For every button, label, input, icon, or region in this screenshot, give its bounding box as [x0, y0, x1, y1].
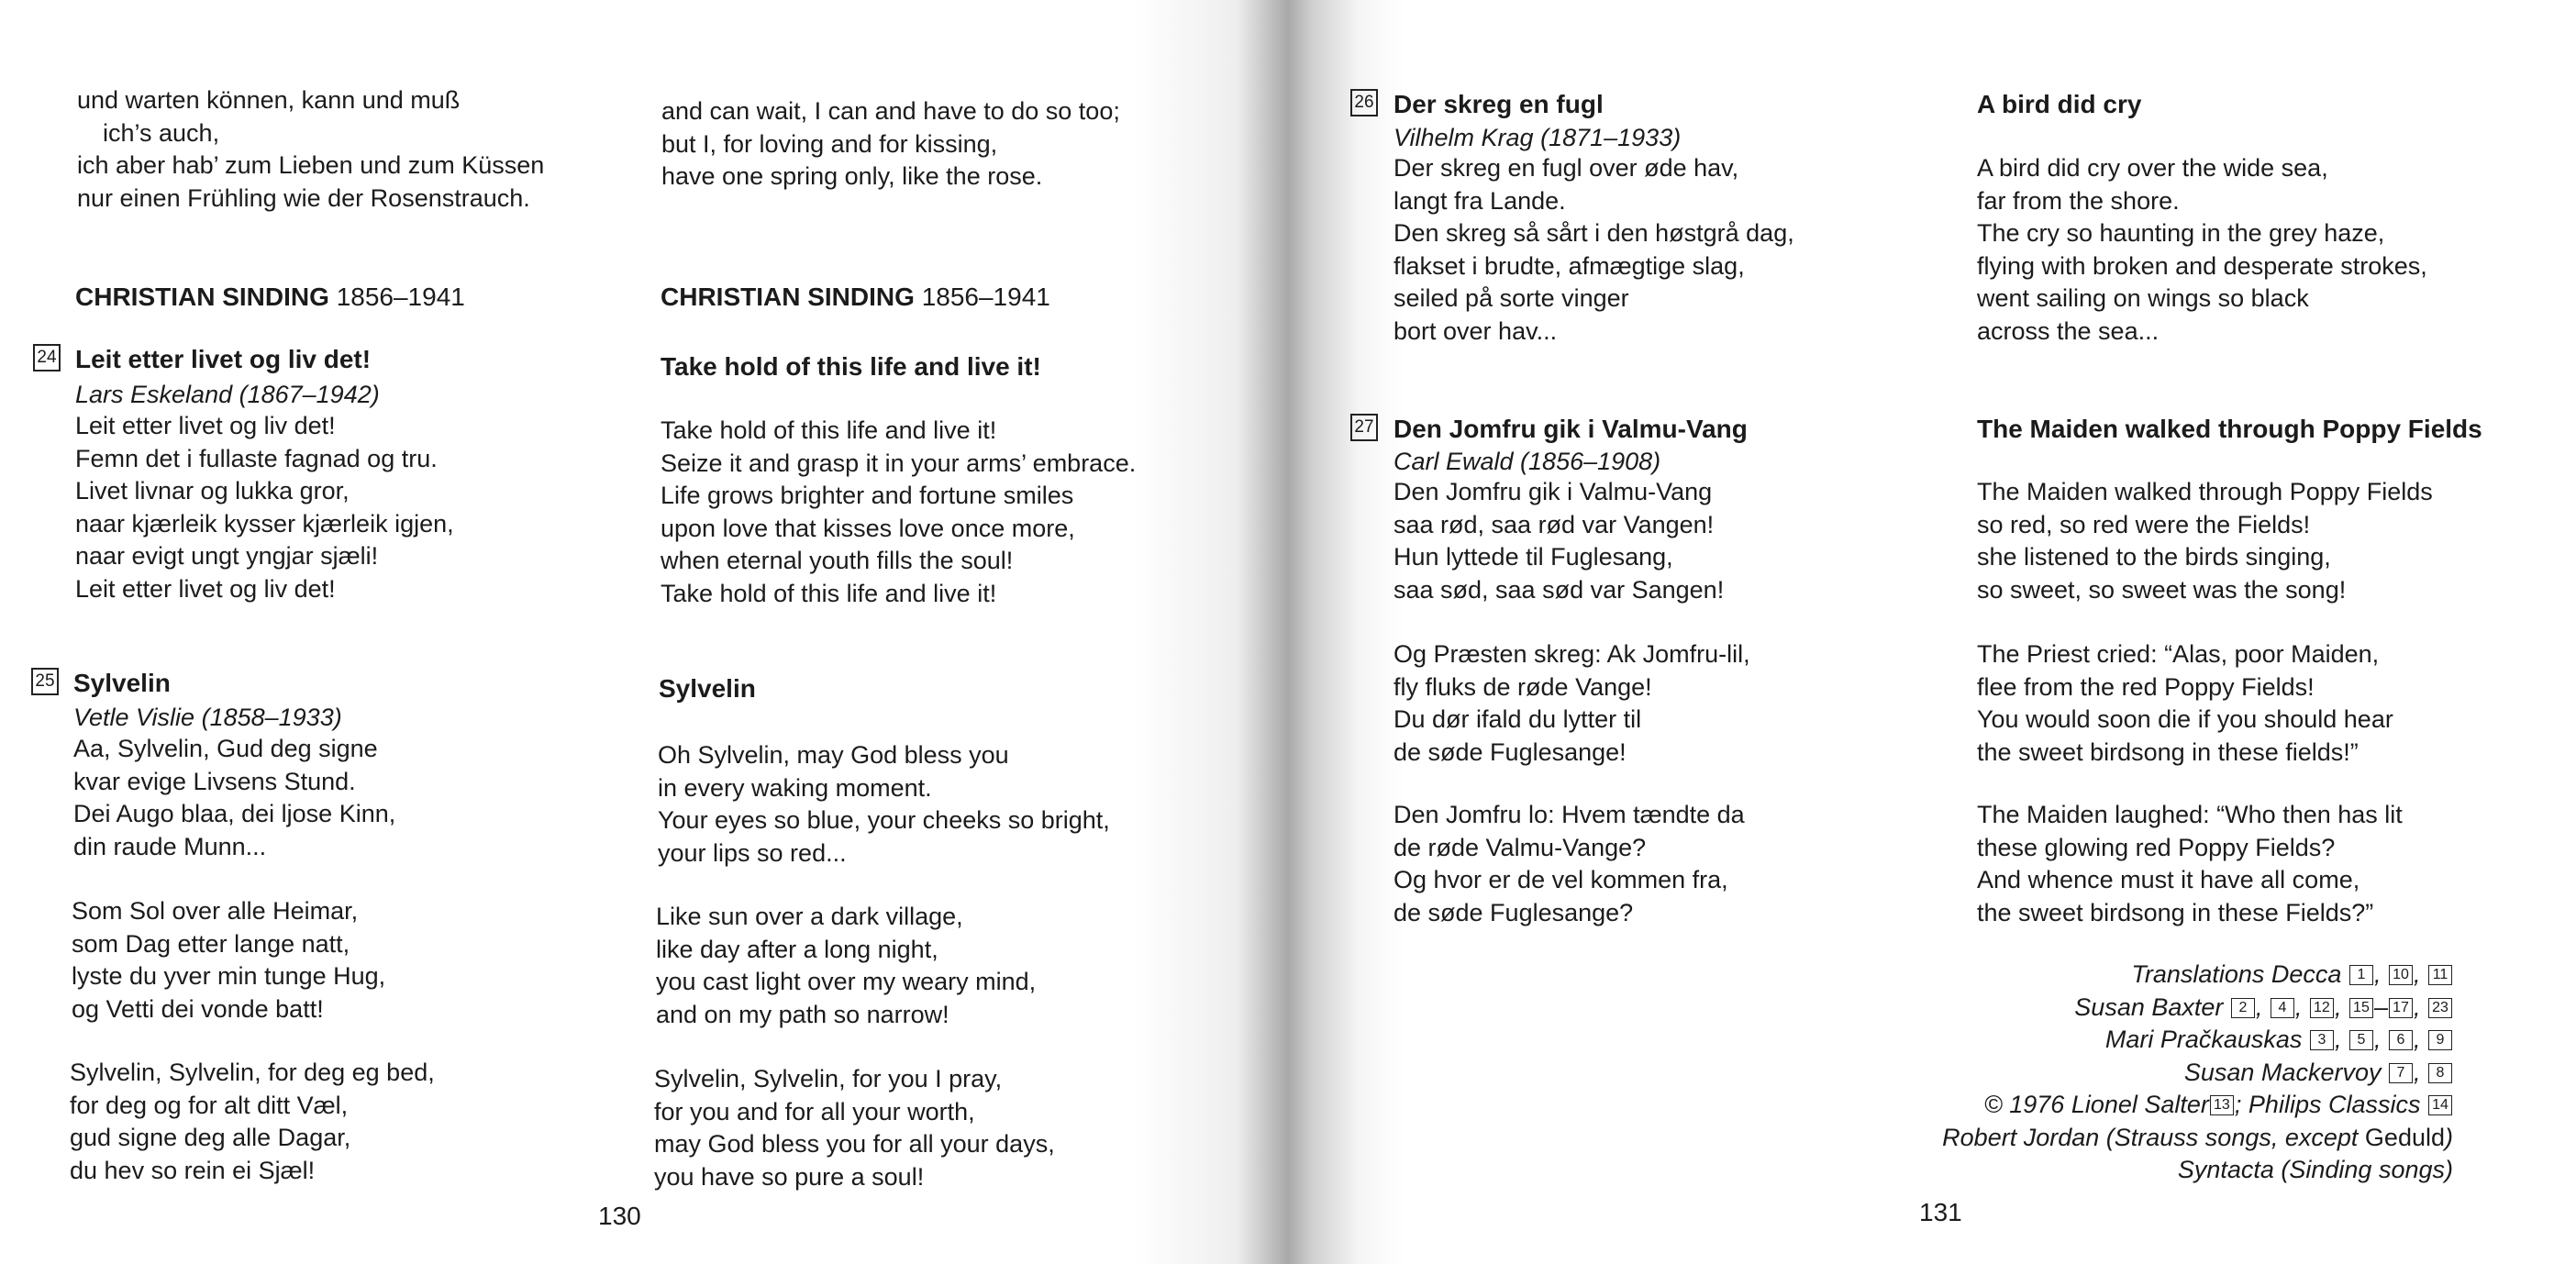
credit-prackauskas: Mari Pračkauskas 3 , 5 , 6 , 9 — [1884, 1024, 2453, 1057]
text-line: upon love that kisses love once more, — [661, 514, 1075, 542]
right-page — [1288, 0, 2576, 1264]
song-stanza — [1393, 799, 1745, 929]
text-line: und warten können, kann und muß — [77, 86, 461, 114]
text-line: A bird did cry over the wide sea, — [1977, 154, 2328, 182]
text-line: Seize it and grasp it in your arms’ embrace. — [661, 449, 1137, 477]
text-line: for deg og for alt ditt Væl, — [70, 1091, 349, 1119]
song-stanza — [1977, 476, 2433, 606]
text-line: in every waking moment. — [658, 773, 932, 802]
text-line: Den Jomfru lo: Hvem tændte da — [1393, 801, 1745, 828]
text-line: so sweet, so sweet was the song! — [1977, 575, 2347, 604]
song-title: Sylvelin — [659, 674, 756, 703]
track-ref-box: 7 — [2389, 1063, 2413, 1083]
song-lyrics — [1977, 152, 2427, 348]
text-line: ich aber hab’ zum Lieben und zum Küssen — [77, 151, 545, 179]
text-line: lyste du yver min tunge Hug, — [72, 962, 386, 990]
composer-heading — [75, 281, 465, 314]
text-line: fly fluks de røde Vange! — [1393, 672, 1652, 701]
song-stanza — [658, 739, 1110, 870]
text-line: may God bless you for all your days, — [654, 1130, 1055, 1158]
credit-baxter: Susan Baxter 2 , 4 , 12 , 15 – 17 , 23 — [1884, 992, 2453, 1025]
text-line: the sweet birdsong in these Fields?” — [1977, 898, 2374, 926]
song-title: Der skreg en fugl — [1393, 90, 1604, 118]
composer-heading — [661, 281, 1050, 314]
text-line: du hev so rein ei Sjæl! — [70, 1156, 316, 1184]
credit-label: © 1976 Lionel Salter — [1983, 1091, 2209, 1118]
text-line: Oh Sylvelin, may God bless you — [658, 741, 1009, 769]
text-line: naar kjærleik kysser kjærleik igjen, — [75, 509, 454, 538]
track-ref-box: 15 — [2349, 998, 2373, 1018]
song-stanza — [70, 1057, 435, 1187]
text-line: Life grows brighter and fortune smiles — [661, 482, 1074, 509]
song-stanza — [1977, 638, 2393, 769]
text-line: saa sød, saa sød var Sangen! — [1393, 575, 1725, 604]
text-line: flakset i brudte, afmægtige slag, — [1393, 251, 1745, 280]
track-ref-box: 13 — [2210, 1095, 2234, 1115]
text-line: Sylvelin, Sylvelin, for you I pray, — [654, 1065, 1003, 1092]
text-line: And whence must it have all come, — [1977, 866, 2360, 893]
credit-jordan — [1884, 1122, 2453, 1155]
text-line: The Priest cried: “Alas, poor Maiden, — [1977, 640, 2380, 668]
song-stanza — [1393, 476, 1724, 606]
song-title: Take hold of this life and live it! — [661, 352, 1041, 381]
credit-upright-word: Geduld — [2364, 1123, 2445, 1151]
text-line: seiled på sorte vinger — [1393, 284, 1629, 312]
text-line: Og Præsten skreg: Ak Jomfru-lil, — [1393, 640, 1750, 668]
text-line: across the sea... — [1977, 316, 2160, 345]
intro-german-lines — [77, 84, 544, 215]
track-ref-box: 6 — [2389, 1030, 2413, 1050]
text-line: Aa, Sylvelin, Gud deg signe — [73, 735, 378, 762]
song-author: Vilhelm Krag (1871–1933) — [1393, 124, 1682, 151]
text-line: The Maiden laughed: “Who then has lit — [1977, 801, 2403, 828]
song-title: Leit etter livet og liv det! — [75, 345, 372, 373]
song-stanza — [1977, 799, 2403, 929]
text-line: so red, so red were the Fields! — [1977, 510, 2311, 538]
text-line: The cry so haunting in the grey haze, — [1977, 219, 2385, 247]
text-line: naar evigt ungt yngjar sjæli! — [75, 542, 379, 570]
text-line: Leit etter livet og liv det! — [75, 574, 336, 603]
track-ref-box: 11 — [2428, 965, 2452, 985]
song-title: The Maiden walked through Poppy Fields — [1977, 415, 2482, 443]
track-ref-box: 4 — [2271, 998, 2294, 1018]
text-line: Du dør ifald du lytter til — [1393, 705, 1642, 733]
text-line: Som Sol over alle Heimar, — [72, 897, 359, 925]
song-lyrics — [75, 410, 454, 605]
text-line: your lips so red... — [658, 838, 847, 867]
credit-label: Susan Mackervoy — [2183, 1058, 2382, 1086]
text-line: Og hvor er de vel kommen fra, — [1393, 866, 1728, 893]
text-line: far from the shore. — [1977, 186, 2180, 215]
text-line: Dei Augo blaa, dei ljose Kinn, — [73, 800, 396, 827]
credit-label: ; Philips Classics — [2234, 1091, 2421, 1118]
text-line: de søde Fuglesange? — [1393, 898, 1634, 926]
text-line: like day after a long night, — [656, 935, 938, 963]
text-line: Take hold of this life and live it! — [661, 416, 997, 444]
text-line: din raude Munn... — [73, 832, 267, 860]
text-line: Leit etter livet og liv det! — [75, 412, 336, 439]
text-line: saa rød, saa rød var Vangen! — [1393, 510, 1715, 538]
track-number-box: 26 — [1350, 89, 1378, 116]
track-ref-box: 8 — [2428, 1063, 2452, 1083]
text-line: og Vetti dei vonde batt! — [72, 994, 324, 1023]
text-line: when eternal youth fills the soul! — [661, 547, 1014, 574]
text-line: Der skreg en fugl over øde hav, — [1393, 154, 1739, 182]
track-ref-box: 12 — [2310, 998, 2334, 1018]
credit-label: Translations Decca — [2131, 960, 2342, 988]
text-line: and can wait, I can and have to do so too; — [661, 97, 1120, 125]
text-line: you cast light over my weary mind, — [656, 968, 1037, 995]
text-line: You would soon die if you should hear — [1977, 705, 2393, 733]
text-line: you have so pure a soul! — [654, 1162, 925, 1191]
text-line: Den skreg så sårt i den høstgrå dag, — [1393, 219, 1794, 247]
text-line: the sweet birdsong in these fields!” — [1977, 737, 2359, 766]
credit-decca: Translations Decca 1 , 10 , 11 — [1884, 959, 2453, 992]
song-title: A bird did cry — [1977, 90, 2142, 118]
composer-name: CHRISTIAN SINDING — [661, 283, 915, 311]
text-line: Like sun over a dark village, — [656, 903, 963, 930]
track-ref-box: 2 — [2231, 998, 2255, 1018]
text-line: Femn det i fullaste fagnad og tru. — [75, 444, 438, 472]
track-ref-box: 5 — [2349, 1030, 2373, 1050]
text-line: The Maiden walked through Poppy Fields — [1977, 478, 2433, 505]
text-line: Your eyes so blue, your cheeks so bright, — [658, 806, 1110, 834]
track-ref-box: 3 — [2310, 1030, 2334, 1050]
track-number-box: 24 — [33, 344, 61, 371]
text-line: Sylvelin, Sylvelin, for deg eg bed, — [70, 1059, 435, 1086]
text-line: but I, for loving and for kissing, — [661, 129, 998, 158]
song-stanza — [73, 733, 395, 863]
song-author: Lars Eskeland (1867–1942) — [75, 381, 380, 408]
credit-mackervoy: Susan Mackervoy 7 , 8 — [1884, 1057, 2453, 1090]
credit-label: Susan Baxter — [2074, 992, 2224, 1021]
text-line: flying with broken and desperate strokes, — [1977, 251, 2427, 280]
text-line: kvar evige Livsens Stund. — [73, 767, 356, 795]
text-line: Den Jomfru gik i Valmu-Vang — [1393, 478, 1713, 505]
credit-salter-philips — [1884, 1089, 2453, 1122]
song-lyrics — [1393, 152, 1794, 348]
credit-punctuation: ) — [2445, 1123, 2453, 1151]
text-line: langt fra Lande. — [1393, 186, 1566, 215]
text-line: bort over hav... — [1393, 316, 1558, 345]
composer-name: CHRISTIAN SINDING — [75, 283, 329, 311]
track-ref-box: 17 — [2389, 998, 2413, 1018]
song-title: Sylvelin — [73, 669, 171, 697]
track-ref-box: 10 — [2389, 965, 2413, 985]
text-line: these glowing red Poppy Fields? — [1977, 833, 2336, 861]
text-line: she listened to the birds singing, — [1977, 543, 2331, 571]
text-line: nur einen Frühling wie der Rosenstrauch. — [77, 183, 530, 212]
text-line: have one spring only, like the rose. — [661, 162, 1043, 190]
text-line: went sailing on wings so black — [1977, 284, 2309, 312]
song-stanza — [1393, 638, 1750, 769]
text-line: som Dag etter lange natt, — [72, 929, 350, 958]
intro-english-lines — [661, 95, 1120, 194]
text-line: and on my path so narrow! — [656, 1000, 949, 1028]
text-line: Take hold of this life and live it! — [661, 579, 997, 607]
composer-years: 1856–1941 — [921, 283, 1050, 311]
track-ref-box: 1 — [2349, 965, 2373, 985]
page-number: 131 — [1919, 1198, 1962, 1226]
page-number: 130 — [598, 1202, 641, 1230]
track-ref-box: 23 — [2428, 998, 2452, 1018]
credit-label: Mari Pračkauskas — [2104, 1026, 2303, 1053]
text-line: flee from the red Poppy Fields! — [1977, 672, 2315, 701]
track-ref-box: 14 — [2428, 1095, 2452, 1115]
track-ref-box: 9 — [2428, 1030, 2452, 1050]
text-line: ich’s auch, — [103, 118, 220, 147]
track-number-box: 25 — [31, 668, 59, 695]
text-line: for you and for all your worth, — [654, 1097, 975, 1125]
song-title: Den Jomfru gik i Valmu-Vang — [1393, 415, 1748, 443]
song-lyrics — [661, 415, 1136, 610]
track-number-box: 27 — [1350, 414, 1378, 441]
song-author: Vetle Vislie (1858–1933) — [73, 704, 342, 731]
song-stanza — [72, 895, 385, 1026]
text-line: Hun lyttede til Fuglesang, — [1393, 543, 1673, 571]
text-line: de søde Fuglesange! — [1393, 737, 1627, 766]
translation-credits — [1884, 959, 2453, 1187]
song-stanza — [656, 901, 1036, 1031]
text-line: gud signe deg alle Dagar, — [70, 1124, 351, 1151]
song-stanza — [654, 1063, 1055, 1193]
song-author: Carl Ewald (1856–1908) — [1393, 448, 1661, 475]
credit-label: Robert Jordan (Strauss songs, except — [1942, 1123, 2359, 1151]
composer-years: 1856–1941 — [336, 283, 465, 311]
credit-syntacta: Syntacta (Sinding songs) — [2177, 1156, 2453, 1183]
text-line: de røde Valmu-Vange? — [1393, 833, 1647, 861]
text-line: Livet livnar og lukka gror, — [75, 477, 350, 504]
